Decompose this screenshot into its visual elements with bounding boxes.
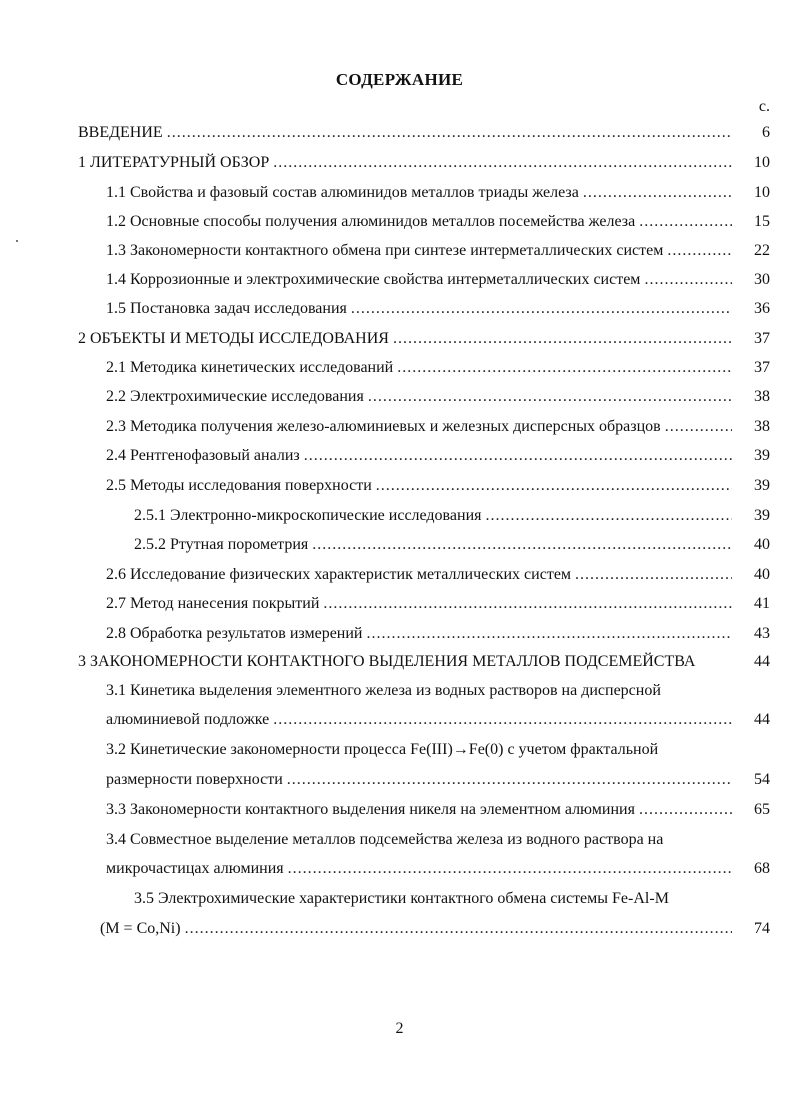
toc-entry: алюминиевой подложке ..... 44 bbox=[106, 710, 770, 730]
dot-leader bbox=[639, 212, 732, 232]
toc-entry: 2 ОБЪЕКТЫ И МЕТОДЫ ИССЛЕДОВАНИЯ ..... 37 bbox=[78, 329, 770, 349]
dot-leader bbox=[273, 153, 732, 173]
toc-entry: (M = Co,Ni) ..... 74 bbox=[100, 919, 770, 939]
scan-speck bbox=[16, 240, 18, 242]
toc-entry-first-line: 3.2 Кинетические закономерности процесса Fe(III)→Fe(0) с учетом фрактальной bbox=[106, 741, 659, 758]
dot-leader bbox=[323, 594, 732, 614]
page-number: 2 bbox=[395, 1020, 404, 1037]
toc-entry: 2.8 Обработка результатов измерений ..... 43 bbox=[106, 624, 770, 644]
toc-entry: 2.4 Рентгенофазовый анализ ..... 39 bbox=[106, 446, 770, 466]
dot-leader bbox=[351, 299, 732, 319]
toc-entry: 2.5.2 Ртутная порометрия ..... 40 bbox=[134, 535, 770, 555]
page-column-label: с. bbox=[758, 98, 770, 115]
toc-entry-first-line: 3.1 Кинетика выделения элементного железа из водных растворов на дисперсной bbox=[106, 682, 661, 699]
toc-entry: 2.7 Метод нанесения покрытий ..... 41 bbox=[106, 594, 770, 614]
toc-entry: 2.5.1 Электронно-микроскопические исследования ..... 39 bbox=[134, 506, 770, 526]
toc-entry-first-line: 3.5 Электрохимические характеристики контактного обмена системы Fe-Al-M bbox=[134, 890, 669, 907]
toc-entry: 1.3 Закономерности контактного обмена при синтезе интерметаллических систем ..... 22 bbox=[106, 241, 770, 261]
toc-entry: 1 ЛИТЕРАТУРНЫЙ ОБЗОР ..... 10 bbox=[78, 153, 770, 173]
dot-leader bbox=[665, 417, 732, 437]
toc-entry-first-line: 3.4 Совместное выделение металлов подсемейства железа из водного раствора на bbox=[106, 831, 664, 848]
toc-entry: ВВЕДЕНИЕ ..... 6 bbox=[78, 123, 770, 143]
toc-entry: микрочастицах алюминия ..... 68 bbox=[106, 859, 770, 879]
dot-leader bbox=[304, 446, 732, 466]
dot-leader bbox=[288, 859, 732, 879]
toc-entry: 2.3 Методика получения железо-алюминиевых и железных дисперсных образцов ..... 38 bbox=[106, 417, 770, 437]
toc-entry: 2.5 Методы исследования поверхности ..... 39 bbox=[106, 476, 770, 496]
dot-leader bbox=[644, 270, 732, 290]
toc-entry: 2.6 Исследование физических характеристик металлических систем ..... 40 bbox=[106, 565, 770, 585]
dot-leader bbox=[376, 476, 732, 496]
dot-leader bbox=[639, 800, 732, 820]
dot-leader bbox=[583, 183, 732, 203]
dot-leader bbox=[366, 624, 732, 644]
toc-entry: 1.1 Свойства и фазовый состав алюминидов металлов триады железа ..... 10 bbox=[106, 183, 770, 203]
dot-leader bbox=[167, 123, 732, 143]
page-title: СОДЕРЖАНИЕ bbox=[335, 70, 464, 89]
toc-entry: 1.2 Основные способы получения алюминидов металлов посемейства железа ..... 15 bbox=[106, 212, 770, 232]
toc-entry: 1.4 Коррозионные и электрохимические свойства интерметаллических систем ..... 30 bbox=[106, 270, 770, 290]
dot-leader bbox=[393, 329, 732, 349]
toc-entry: размерности поверхности ..... 54 bbox=[106, 770, 770, 790]
toc-entry: 3.3 Закономерности контактного выделения никеля на элементном алюминия ..... 65 bbox=[106, 800, 770, 820]
dot-leader bbox=[368, 387, 732, 407]
toc-entry: 3 ЗАКОНОМЕРНОСТИ КОНТАКТНОГО ВЫДЕЛЕНИЯ МЕТАЛЛОВ ПОДСЕМЕЙСТВА 44 bbox=[78, 653, 770, 670]
dot-leader bbox=[397, 358, 732, 378]
toc-entry: 2.2 Электрохимические исследования ..... 38 bbox=[106, 387, 770, 407]
dot-leader bbox=[667, 241, 732, 261]
dot-leader bbox=[575, 565, 732, 585]
dot-leader bbox=[287, 770, 732, 790]
dot-leader bbox=[485, 506, 732, 526]
toc-entry: 1.5 Постановка задач исследования ..... 36 bbox=[106, 299, 770, 319]
toc-entry: 2.1 Методика кинетических исследований ..... 37 bbox=[106, 358, 770, 378]
dot-leader bbox=[185, 919, 732, 939]
dot-leader bbox=[273, 710, 732, 730]
dot-leader bbox=[312, 535, 732, 555]
